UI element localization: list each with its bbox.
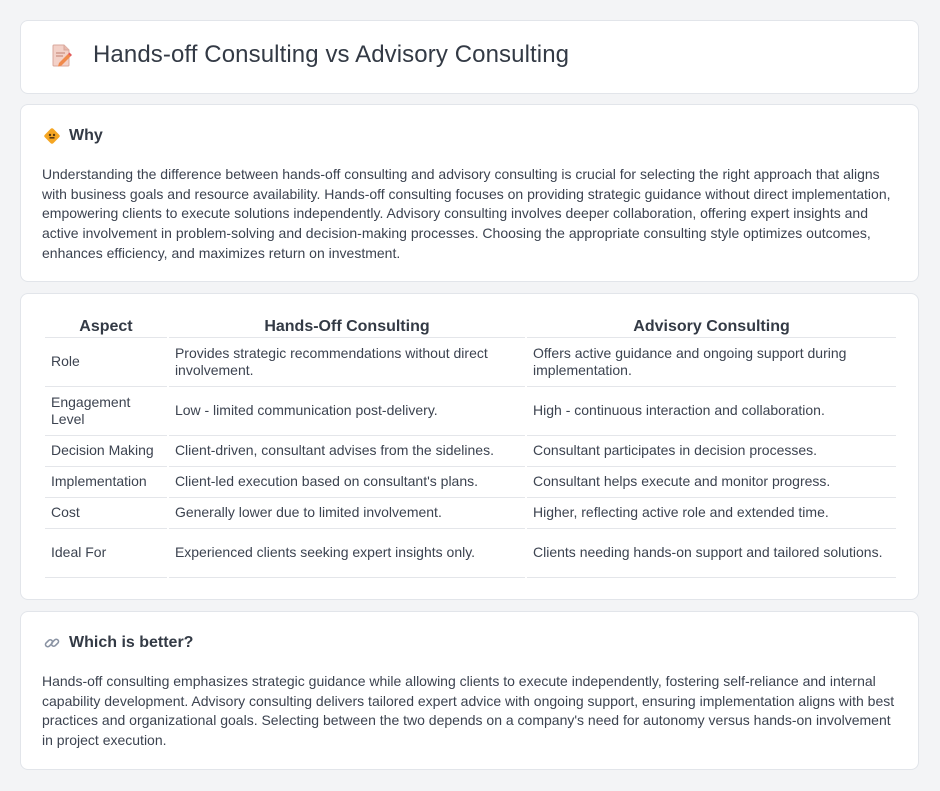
table-row [45, 387, 896, 436]
better-text: Hands-off consulting emphasizes strategic guidance while allowing clients to execute independently, fostering self-reliance and internal capability development. Advisory consulting delivers tailored expert advice with ongoing support, ensuring implementation aligns with best practices and organizational goals. Selecting between the two depends on a company's need for autonomy versus hands-on involvement in project execution. [42, 673, 895, 749]
table-row [45, 467, 896, 498]
cell-advisory: Higher, reflecting active role and extended time. [527, 498, 896, 529]
cell-advisory: High - continuous interaction and collaboration. [527, 387, 896, 436]
header-advisory: Advisory Consulting [527, 314, 896, 338]
cell-aspect: Role [45, 338, 167, 387]
cell-aspect: Decision Making [45, 436, 167, 467]
title-card [20, 20, 919, 94]
page-title: Hands-off Consulting vs Advisory Consulting [93, 41, 570, 68]
link-icon [43, 634, 61, 652]
cell-aspect: Cost [45, 498, 167, 529]
table-row [45, 436, 896, 467]
cell-aspect: Ideal For [45, 529, 167, 578]
cell-hands-off: Low - limited communication post-delivery. [169, 387, 525, 436]
header-hands-off: Hands-Off Consulting [169, 314, 525, 338]
table-header-row [45, 314, 896, 338]
document-pencil-icon [47, 41, 75, 69]
comparison-table [43, 314, 898, 578]
better-heading: Which is better? [69, 634, 194, 651]
cell-hands-off: Experienced clients seeking expert insights only. [169, 529, 525, 578]
cell-advisory: Clients needing hands-on support and tailored solutions. [527, 529, 896, 578]
better-card [20, 611, 919, 770]
why-heading-row [43, 127, 103, 145]
cell-hands-off: Generally lower due to limited involvement. [169, 498, 525, 529]
why-heading: Why [69, 127, 103, 144]
cell-aspect: Engagement Level [45, 387, 167, 436]
cell-hands-off: Provides strategic recommendations without direct involvement. [169, 338, 525, 387]
cell-advisory: Consultant participates in decision processes. [527, 436, 896, 467]
comparison-card [20, 293, 919, 600]
diamond-sign-icon [43, 127, 61, 145]
better-heading-row [43, 634, 193, 652]
cell-hands-off: Client-led execution based on consultant's plans. [169, 467, 525, 498]
cell-aspect: Implementation [45, 467, 167, 498]
table-row [45, 338, 896, 387]
cell-advisory: Consultant helps execute and monitor progress. [527, 467, 896, 498]
cell-advisory: Offers active guidance and ongoing support during implementation. [527, 338, 896, 387]
header-aspect: Aspect [45, 314, 167, 338]
table-row [45, 498, 896, 529]
table-row [45, 529, 896, 578]
cell-hands-off: Client-driven, consultant advises from the sidelines. [169, 436, 525, 467]
title-row [47, 41, 569, 69]
why-text: Understanding the difference between hands-off consulting and advisory consulting is crucial for selecting the right approach that aligns with business goals and resource availability. Hands-off consulting focuses on providing strategic guidance without direct implementation, empowering clients to execute solutions independently. Advisory consulting involves deeper collaboration, offering expert insights and active involvement in problem-solving and decision-making processes. Choosing the appropriate consulting style optimizes outcomes, enhances efficiency, and maximizes return on investment. [42, 166, 891, 261]
why-card [20, 104, 919, 282]
